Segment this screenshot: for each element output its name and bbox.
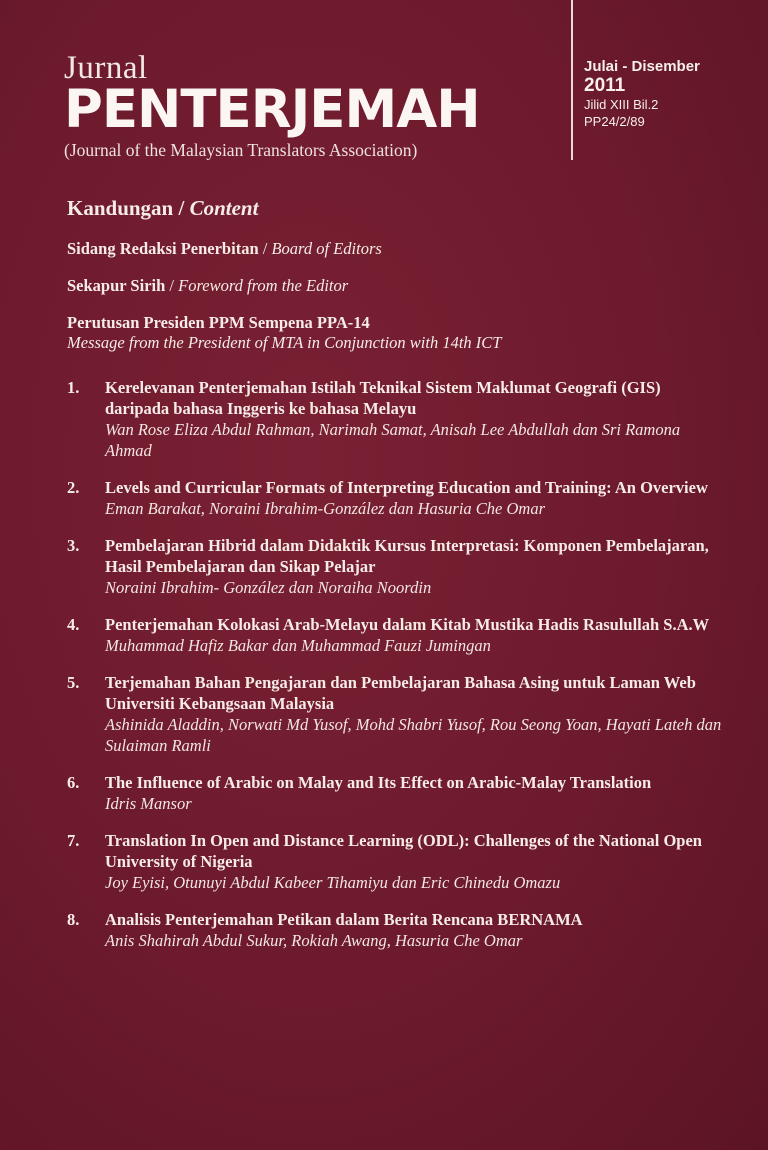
list-item[interactable]	[67, 614, 727, 656]
article-number: 8.	[67, 910, 80, 929]
issue-volume: Jilid XIII Bil.2	[584, 97, 659, 112]
article-number: 2.	[67, 478, 80, 497]
contents-heading-ms: Kandungan /	[67, 196, 185, 220]
journal-label: Jurnal	[64, 50, 148, 86]
issue-code: PP24/2/89	[584, 114, 645, 129]
list-item[interactable]	[67, 535, 727, 598]
article-authors: Wan Rose Eliza Abdul Rahman, Narimah Samat, Anisah Lee Abdullah dan Sri Ramona Ahmad	[105, 420, 681, 460]
table-of-contents	[67, 196, 727, 967]
article-number: 6.	[67, 773, 80, 792]
article-authors: Anis Shahirah Abdul Sukur, Rokiah Awang, Hasuria Che Omar	[105, 931, 523, 950]
front-matter-separator: /	[165, 276, 179, 295]
article-authors: Eman Barakat, Noraini Ibrahim-González dan Hasuria Che Omar	[105, 499, 545, 518]
contents-heading-en: Content	[189, 196, 259, 220]
list-item[interactable]	[67, 772, 727, 814]
contents-heading	[67, 196, 727, 221]
article-authors: Ashinida Aladdin, Norwati Md Yusof, Mohd Shabri Yusof, Rou Seong Yoan, Hayati Lateh dan Sulaiman Ramli	[105, 715, 722, 755]
article-number: 3.	[67, 536, 80, 555]
article-number: 5.	[67, 673, 80, 692]
list-item[interactable]	[67, 672, 727, 756]
article-title: Analisis Penterjemahan Petikan dalam Berita Rencana BERNAMA	[105, 910, 583, 929]
article-title: Pembelajaran Hibrid dalam Didaktik Kursus Interpretasi: Komponen Pembelajaran, Hasil Pembelajaran dan Sikap Pelajar	[105, 536, 709, 576]
article-title: Penterjemahan Kolokasi Arab-Melayu dalam Kitab Mustika Hadis Rasulullah S.A.W	[105, 615, 710, 634]
front-matter-en: Message from the President of MTA in Conjunction with 14th ICT	[67, 333, 502, 352]
front-matter-ms: Sidang Redaksi Penerbitan	[67, 239, 259, 258]
list-item[interactable]	[67, 377, 727, 461]
front-matter-foreword[interactable]	[67, 276, 727, 296]
front-matter-editors[interactable]	[67, 239, 727, 259]
article-list	[67, 377, 727, 951]
article-authors: Joy Eyisi, Otunuyi Abdul Kabeer Tihamiyu dan Eric Chinedu Omazu	[105, 873, 561, 892]
front-matter-message[interactable]	[67, 313, 727, 353]
front-matter-separator: /	[258, 239, 272, 258]
masthead	[64, 50, 480, 161]
list-item[interactable]	[67, 477, 727, 519]
article-title: Terjemahan Bahan Pengajaran dan Pembelajaran Bahasa Asing untuk Laman Web Universiti Kebangsaan Malaysia	[105, 673, 696, 713]
article-number: 4.	[67, 615, 80, 634]
journal-subtitle: (Journal of the Malaysian Translators Association)	[64, 140, 418, 160]
issue-info	[584, 58, 700, 130]
article-authors: Idris Mansor	[105, 794, 192, 813]
article-number: 7.	[67, 831, 80, 850]
article-title: The Influence of Arabic on Malay and Its Effect on Arabic-Malay Translation	[105, 773, 652, 792]
vertical-divider	[571, 0, 573, 160]
issue-period: Julai - Disember	[584, 58, 700, 75]
front-matter-en: Board of Editors	[271, 239, 382, 258]
front-matter-en: Foreword from the Editor	[178, 276, 349, 295]
front-matter-ms: Sekapur Sirih	[67, 276, 166, 295]
article-title: Levels and Curricular Formats of Interpreting Education and Training: An Overview	[105, 478, 708, 497]
list-item[interactable]	[67, 830, 727, 893]
article-title: Kerelevanan Penterjemahan Istilah Teknikal Sistem Maklumat Geografi (GIS) daripada bahasa Inggeris ke bahasa Melayu	[105, 378, 661, 418]
issue-year: 2011	[584, 75, 626, 96]
front-matter-ms: Perutusan Presiden PPM Sempena PPA-14	[67, 313, 370, 332]
article-authors: Muhammad Hafiz Bakar dan Muhammad Fauzi Jumingan	[105, 636, 491, 655]
list-item[interactable]	[67, 909, 727, 951]
article-authors: Noraini Ibrahim- González dan Noraiha Noordin	[105, 578, 432, 597]
article-number: 1.	[67, 378, 80, 397]
article-title: Translation In Open and Distance Learning (ODL): Challenges of the National Open University of Nigeria	[105, 831, 702, 871]
journal-title: PENTERJEMAH	[64, 79, 480, 140]
